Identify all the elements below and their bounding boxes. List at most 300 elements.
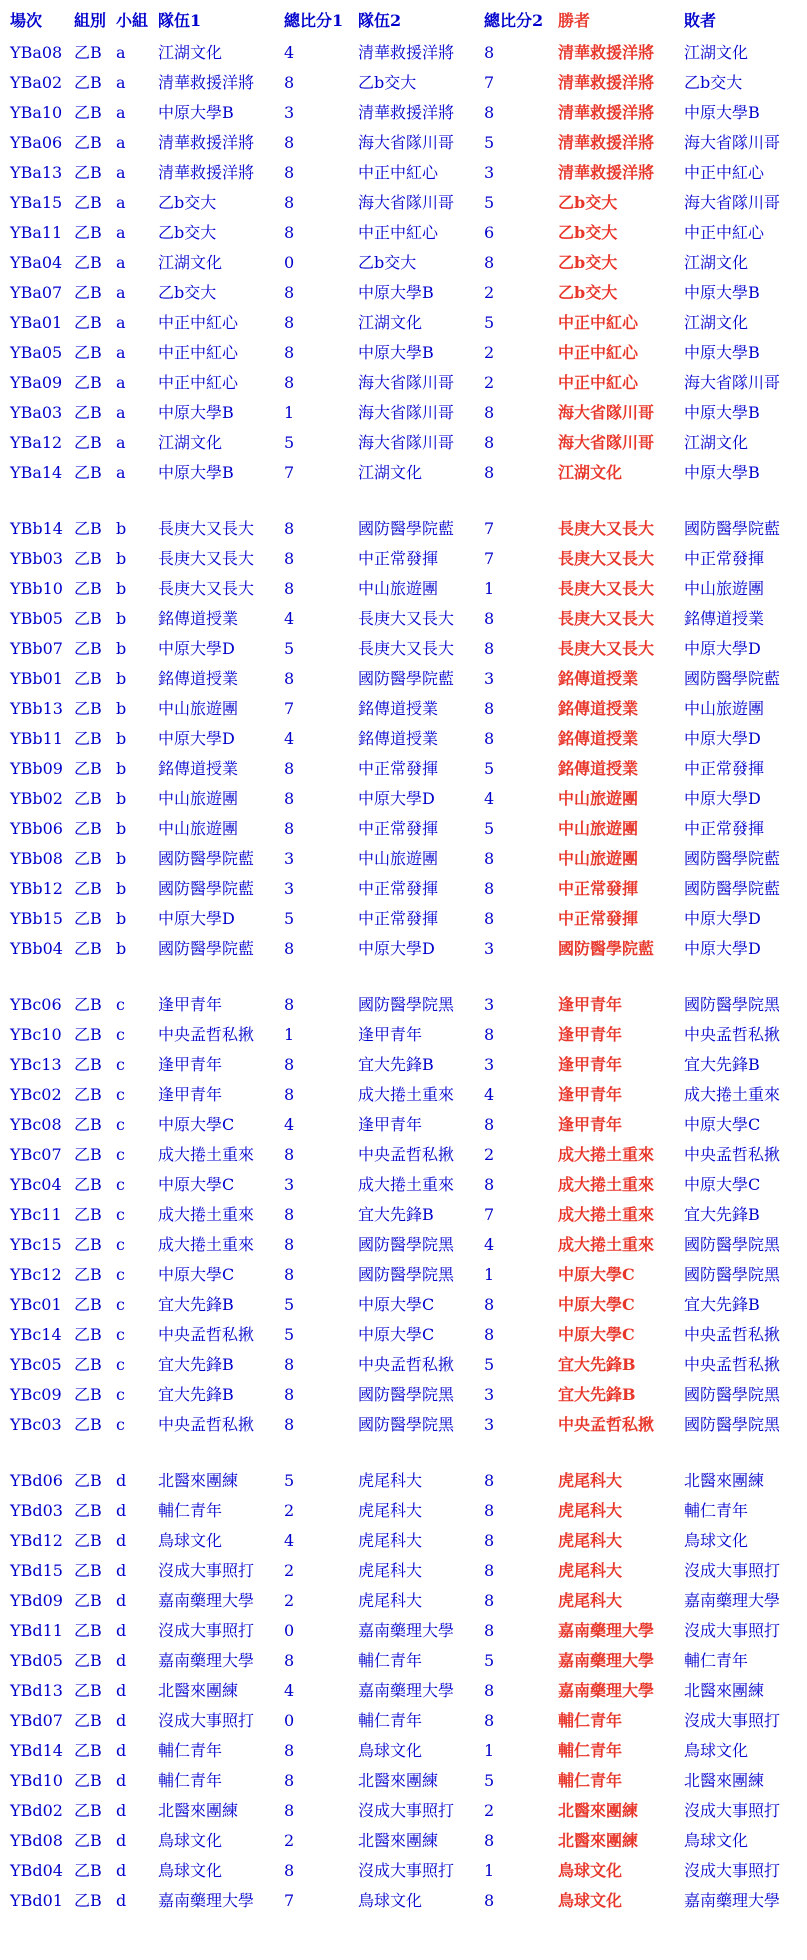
group-cell: a <box>116 463 126 482</box>
table-row <box>10 278 806 308</box>
team1-cell: 長庚大又長大 <box>158 519 255 538</box>
score2-cell: 5 <box>484 1771 495 1790</box>
loser-cell: 國防醫學院黑 <box>684 1235 781 1254</box>
score2-cell: 8 <box>484 1471 495 1490</box>
group-cell: a <box>116 253 126 272</box>
team1-cell: 中央孟哲私揪 <box>158 1325 255 1344</box>
division-cell: 乙B <box>74 1415 102 1434</box>
loser-cell: 北醫來團練 <box>684 1681 765 1700</box>
team1-cell: 宜大先鋒B <box>158 1355 234 1374</box>
team2-cell: 清華救援洋將 <box>358 103 455 122</box>
division-cell: 乙B <box>74 609 102 628</box>
team1-cell: 長庚大又長大 <box>158 549 255 568</box>
score1-cell: 8 <box>284 1801 295 1820</box>
score2-cell: 8 <box>484 433 495 452</box>
loser-cell: 宜大先鋒B <box>684 1205 760 1224</box>
winner-cell: 乙b交大 <box>558 223 618 242</box>
team2-cell: 中原大學C <box>358 1325 435 1344</box>
group-cell: d <box>116 1531 127 1550</box>
table-row <box>10 1856 806 1886</box>
team2-cell: 乙b交大 <box>358 73 417 92</box>
team1-cell: 國防醫學院藍 <box>158 849 255 868</box>
group-cell: a <box>116 43 126 62</box>
winner-cell: 國防醫學院藍 <box>558 939 655 958</box>
team2-cell: 中正常發揮 <box>358 759 439 778</box>
division-cell: 乙B <box>74 579 102 598</box>
score1-cell: 8 <box>284 313 295 332</box>
group-cell: c <box>116 1025 125 1044</box>
winner-cell: 成大捲土重來 <box>558 1205 655 1224</box>
division-cell: 乙B <box>74 283 102 302</box>
match-id-cell: YBb08 <box>10 849 63 868</box>
group-cell: a <box>116 163 126 182</box>
score2-cell: 2 <box>484 1145 495 1164</box>
table-row <box>10 694 806 724</box>
score1-cell: 2 <box>284 1831 295 1850</box>
score2-cell: 5 <box>484 1651 495 1670</box>
table-row <box>10 458 806 488</box>
match-id-cell: YBb04 <box>10 939 63 958</box>
match-id-cell: YBa02 <box>10 73 63 92</box>
winner-cell: 鳥球文化 <box>558 1891 623 1910</box>
division-cell: 乙B <box>74 1355 102 1374</box>
team2-cell: 鳥球文化 <box>358 1891 423 1910</box>
team2-cell: 中原大學D <box>358 939 435 958</box>
score1-cell: 8 <box>284 1771 295 1790</box>
group-cell: c <box>116 1415 125 1434</box>
header-row <box>10 4 806 38</box>
group-cell: c <box>116 1205 125 1224</box>
score1-cell: 8 <box>284 995 295 1014</box>
winner-cell: 逢甲青年 <box>558 1085 623 1104</box>
table-row <box>10 338 806 368</box>
team1-cell: 中原大學D <box>158 729 235 748</box>
score2-cell: 8 <box>484 1591 495 1610</box>
table-row <box>10 1080 806 1110</box>
group-cell: a <box>116 433 126 452</box>
team1-cell: 乙b交大 <box>158 193 217 212</box>
division-cell: 乙B <box>74 995 102 1014</box>
score2-cell: 8 <box>484 1831 495 1850</box>
team2-cell: 中央孟哲私揪 <box>358 1355 455 1374</box>
match-id-cell: YBa11 <box>10 223 63 242</box>
header-loser: 敗者 <box>684 11 717 30</box>
table-row <box>10 218 806 248</box>
table-row <box>10 934 806 964</box>
table-row <box>10 1380 806 1410</box>
loser-cell: 嘉南藥理大學 <box>684 1591 781 1610</box>
match-id-cell: YBc11 <box>10 1205 62 1224</box>
group-cell: c <box>116 1175 125 1194</box>
team1-cell: 逢甲青年 <box>158 1085 223 1104</box>
header-team1: 隊伍1 <box>158 11 202 30</box>
division-cell: 乙B <box>74 163 102 182</box>
table-row <box>10 814 806 844</box>
match-id-cell: YBa09 <box>10 373 63 392</box>
table-row <box>10 874 806 904</box>
team1-cell: 輔仁青年 <box>158 1501 223 1520</box>
winner-cell: 虎尾科大 <box>558 1531 623 1550</box>
winner-cell: 長庚大又長大 <box>558 549 655 568</box>
score1-cell: 8 <box>284 789 295 808</box>
team1-cell: 中正中紅心 <box>158 343 239 362</box>
group-cell: d <box>116 1591 127 1610</box>
team2-cell: 國防醫學院黑 <box>358 1415 455 1434</box>
winner-cell: 中正中紅心 <box>558 343 639 362</box>
header-winner: 勝者 <box>558 11 591 30</box>
group-cell: a <box>116 313 126 332</box>
team2-cell: 宜大先鋒B <box>358 1055 434 1074</box>
score1-cell: 8 <box>284 549 295 568</box>
team1-cell: 中央孟哲私揪 <box>158 1025 255 1044</box>
division-cell: 乙B <box>74 1561 102 1580</box>
team1-cell: 銘傳道授業 <box>158 609 239 628</box>
group-cell: c <box>116 1265 125 1284</box>
loser-cell: 中原大學D <box>684 909 761 928</box>
score1-cell: 5 <box>284 1295 295 1314</box>
score2-cell: 8 <box>484 103 495 122</box>
team1-cell: 北醫來團練 <box>158 1681 239 1700</box>
match-id-cell: YBc12 <box>10 1265 62 1284</box>
score1-cell: 8 <box>284 1145 295 1164</box>
division-cell: 乙B <box>74 1115 102 1134</box>
team2-cell: 中正常發揮 <box>358 909 439 928</box>
loser-cell: 中原大學D <box>684 789 761 808</box>
loser-cell: 中原大學D <box>684 639 761 658</box>
division-cell: 乙B <box>74 1711 102 1730</box>
score1-cell: 8 <box>284 193 295 212</box>
score1-cell: 2 <box>284 1561 295 1580</box>
loser-cell: 北醫來團練 <box>684 1771 765 1790</box>
division-cell: 乙B <box>74 639 102 658</box>
loser-cell: 江湖文化 <box>684 433 749 452</box>
table-row <box>10 1676 806 1706</box>
loser-cell: 輔仁青年 <box>684 1501 749 1520</box>
table-row <box>10 398 806 428</box>
score2-cell: 3 <box>484 1415 495 1434</box>
winner-cell: 虎尾科大 <box>558 1471 623 1490</box>
team1-cell: 中原大學B <box>158 463 234 482</box>
winner-cell: 輔仁青年 <box>558 1741 623 1760</box>
loser-cell: 銘傳道授業 <box>684 609 765 628</box>
score2-cell: 8 <box>484 1561 495 1580</box>
loser-cell: 中正常發揮 <box>684 819 765 838</box>
match-id-cell: YBd10 <box>10 1771 63 1790</box>
team2-cell: 海大省隊川哥 <box>358 373 455 392</box>
group-cell: d <box>116 1801 127 1820</box>
group-cell: c <box>116 1055 125 1074</box>
spacer-cell <box>10 964 806 990</box>
score2-cell: 7 <box>484 519 495 538</box>
team1-cell: 成大捲土重來 <box>158 1145 255 1164</box>
table-row <box>10 1140 806 1170</box>
loser-cell: 中正中紅心 <box>684 223 765 242</box>
group-cell: b <box>116 759 127 778</box>
score1-cell: 2 <box>284 1591 295 1610</box>
score1-cell: 8 <box>284 1355 295 1374</box>
winner-cell: 清華救援洋將 <box>558 103 655 122</box>
match-id-cell: YBd13 <box>10 1681 63 1700</box>
team1-cell: 中央孟哲私揪 <box>158 1415 255 1434</box>
team1-cell: 中山旅遊團 <box>158 789 239 808</box>
spacer-cell <box>10 488 806 514</box>
match-id-cell: YBd02 <box>10 1801 63 1820</box>
score1-cell: 0 <box>284 253 295 272</box>
table-row <box>10 1260 806 1290</box>
division-cell: 乙B <box>74 1295 102 1314</box>
division-cell: 乙B <box>74 789 102 808</box>
team1-cell: 鳥球文化 <box>158 1861 223 1880</box>
team1-cell: 嘉南藥理大學 <box>158 1891 255 1910</box>
score2-cell: 8 <box>484 1891 495 1910</box>
team1-cell: 清華救援洋將 <box>158 133 255 152</box>
score2-cell: 2 <box>484 283 495 302</box>
score2-cell: 8 <box>484 43 495 62</box>
group-cell: d <box>116 1561 127 1580</box>
score2-cell: 3 <box>484 995 495 1014</box>
match-id-cell: YBc15 <box>10 1235 62 1254</box>
score1-cell: 8 <box>284 819 295 838</box>
team1-cell: 沒成大事照打 <box>158 1711 255 1730</box>
group-cell: b <box>116 549 127 568</box>
group-cell: c <box>116 1235 125 1254</box>
match-id-cell: YBd09 <box>10 1591 63 1610</box>
match-id-cell: YBa08 <box>10 43 63 62</box>
table-row <box>10 1110 806 1140</box>
division-cell: 乙B <box>74 819 102 838</box>
division-cell: 乙B <box>74 1471 102 1490</box>
score1-cell: 8 <box>284 1235 295 1254</box>
score2-cell: 8 <box>484 1531 495 1550</box>
score1-cell: 7 <box>284 463 295 482</box>
score1-cell: 8 <box>284 1085 295 1104</box>
score2-cell: 8 <box>484 849 495 868</box>
match-id-cell: YBc07 <box>10 1145 62 1164</box>
division-cell: 乙B <box>74 909 102 928</box>
winner-cell: 中山旅遊團 <box>558 789 639 808</box>
division-cell: 乙B <box>74 1085 102 1104</box>
score1-cell: 2 <box>284 1501 295 1520</box>
winner-cell: 成大捲土重來 <box>558 1235 655 1254</box>
team2-cell: 中正常發揮 <box>358 549 439 568</box>
division-cell: 乙B <box>74 1831 102 1850</box>
header-match-id: 場次 <box>10 11 43 30</box>
winner-cell: 嘉南藥理大學 <box>558 1651 655 1670</box>
team1-cell: 江湖文化 <box>158 43 223 62</box>
team1-cell: 清華救援洋將 <box>158 163 255 182</box>
score2-cell: 1 <box>484 1861 495 1880</box>
match-id-cell: YBc08 <box>10 1115 62 1134</box>
loser-cell: 沒成大事照打 <box>684 1561 781 1580</box>
winner-cell: 長庚大又長大 <box>558 639 655 658</box>
team2-cell: 輔仁青年 <box>358 1651 423 1670</box>
match-id-cell: YBd11 <box>10 1621 63 1640</box>
division-cell: 乙B <box>74 1501 102 1520</box>
group-cell: b <box>116 729 127 748</box>
group-cell: b <box>116 609 127 628</box>
team2-cell: 江湖文化 <box>358 313 423 332</box>
score2-cell: 5 <box>484 819 495 838</box>
score2-cell: 2 <box>484 1801 495 1820</box>
team1-cell: 宜大先鋒B <box>158 1295 234 1314</box>
team1-cell: 北醫來團練 <box>158 1801 239 1820</box>
table-row <box>10 904 806 934</box>
group-cell: d <box>116 1471 127 1490</box>
header-team2: 隊伍2 <box>358 11 402 30</box>
match-id-cell: YBb11 <box>10 729 63 748</box>
team2-cell: 中正中紅心 <box>358 163 439 182</box>
loser-cell: 國防醫學院藍 <box>684 519 781 538</box>
winner-cell: 宜大先鋒B <box>558 1385 636 1404</box>
score2-cell: 4 <box>484 1235 495 1254</box>
header-group: 小組 <box>116 11 149 30</box>
winner-cell: 逢甲青年 <box>558 1055 623 1074</box>
division-cell: 乙B <box>74 313 102 332</box>
division-cell: 乙B <box>74 1681 102 1700</box>
team2-cell: 沒成大事照打 <box>358 1861 455 1880</box>
match-id-cell: YBb03 <box>10 549 63 568</box>
loser-cell: 中正中紅心 <box>684 163 765 182</box>
team2-cell: 國防醫學院黑 <box>358 1235 455 1254</box>
match-id-cell: YBd08 <box>10 1831 63 1850</box>
header-division: 組別 <box>74 11 107 30</box>
loser-cell: 中原大學D <box>684 939 761 958</box>
team2-cell: 江湖文化 <box>358 463 423 482</box>
loser-cell: 中山旅遊團 <box>684 699 765 718</box>
loser-cell: 中山旅遊團 <box>684 579 765 598</box>
match-id-cell: YBd12 <box>10 1531 63 1550</box>
table-row <box>10 1020 806 1050</box>
team2-cell: 嘉南藥理大學 <box>358 1681 455 1700</box>
group-cell: d <box>116 1651 127 1670</box>
loser-cell: 海大省隊川哥 <box>684 193 781 212</box>
match-id-cell: YBb09 <box>10 759 63 778</box>
loser-cell: 中央孟哲私揪 <box>684 1025 781 1044</box>
division-cell: 乙B <box>74 1891 102 1910</box>
division-cell: 乙B <box>74 133 102 152</box>
score2-cell: 8 <box>484 1621 495 1640</box>
winner-cell: 成大捲土重來 <box>558 1145 655 1164</box>
score2-cell: 8 <box>484 909 495 928</box>
score1-cell: 7 <box>284 1891 295 1910</box>
winner-cell: 清華救援洋將 <box>558 133 655 152</box>
team1-cell: 國防醫學院藍 <box>158 879 255 898</box>
match-id-cell: YBb10 <box>10 579 63 598</box>
team2-cell: 國防醫學院黑 <box>358 1385 455 1404</box>
team1-cell: 清華救援洋將 <box>158 73 255 92</box>
table-row <box>10 1556 806 1586</box>
winner-cell: 中原大學C <box>558 1265 635 1284</box>
winner-cell: 中山旅遊團 <box>558 819 639 838</box>
score2-cell: 2 <box>484 373 495 392</box>
score1-cell: 3 <box>284 879 295 898</box>
table-row <box>10 1766 806 1796</box>
loser-cell: 中央孟哲私揪 <box>684 1355 781 1374</box>
division-cell: 乙B <box>74 223 102 242</box>
loser-cell: 國防醫學院藍 <box>684 849 781 868</box>
loser-cell: 沒成大事照打 <box>684 1711 781 1730</box>
winner-cell: 乙b交大 <box>558 253 618 272</box>
score2-cell: 3 <box>484 163 495 182</box>
team2-cell: 虎尾科大 <box>358 1531 423 1550</box>
score2-cell: 3 <box>484 1385 495 1404</box>
score2-cell: 7 <box>484 549 495 568</box>
group-cell: b <box>116 639 127 658</box>
team2-cell: 嘉南藥理大學 <box>358 1621 455 1640</box>
team1-cell: 中正中紅心 <box>158 373 239 392</box>
match-id-cell: YBa15 <box>10 193 63 212</box>
loser-cell: 國防醫學院黑 <box>684 1265 781 1284</box>
winner-cell: 乙b交大 <box>558 193 618 212</box>
team2-cell: 中原大學C <box>358 1295 435 1314</box>
match-id-cell: YBb12 <box>10 879 63 898</box>
header-score2: 總比分2 <box>484 11 544 30</box>
match-id-cell: YBc09 <box>10 1385 62 1404</box>
score2-cell: 3 <box>484 1055 495 1074</box>
match-id-cell: YBb14 <box>10 519 63 538</box>
table-row <box>10 428 806 458</box>
score2-cell: 7 <box>484 1205 495 1224</box>
winner-cell: 江湖文化 <box>558 463 623 482</box>
team2-cell: 國防醫學院黑 <box>358 995 455 1014</box>
match-id-cell: YBa10 <box>10 103 63 122</box>
score1-cell: 8 <box>284 133 295 152</box>
winner-cell: 逢甲青年 <box>558 1115 623 1134</box>
table-row <box>10 68 806 98</box>
score2-cell: 1 <box>484 1741 495 1760</box>
score2-cell: 8 <box>484 699 495 718</box>
team1-cell: 銘傳道授業 <box>158 759 239 778</box>
winner-cell: 北醫來團練 <box>558 1831 639 1850</box>
winner-cell: 中正中紅心 <box>558 373 639 392</box>
winner-cell: 銘傳道授業 <box>558 759 639 778</box>
winner-cell: 銘傳道授業 <box>558 699 639 718</box>
winner-cell: 北醫來團練 <box>558 1801 639 1820</box>
score1-cell: 8 <box>284 343 295 362</box>
winner-cell: 長庚大又長大 <box>558 609 655 628</box>
match-id-cell: YBc06 <box>10 995 62 1014</box>
table-row <box>10 844 806 874</box>
team1-cell: 中原大學B <box>158 403 234 422</box>
loser-cell: 乙b交大 <box>684 73 743 92</box>
match-id-cell: YBc02 <box>10 1085 62 1104</box>
score1-cell: 4 <box>284 1681 295 1700</box>
score1-cell: 8 <box>284 1741 295 1760</box>
score2-cell: 8 <box>484 253 495 272</box>
group-spacer <box>10 1440 806 1466</box>
group-cell: b <box>116 879 127 898</box>
winner-cell: 虎尾科大 <box>558 1591 623 1610</box>
team2-cell: 海大省隊川哥 <box>358 133 455 152</box>
match-id-cell: YBb13 <box>10 699 63 718</box>
loser-cell: 宜大先鋒B <box>684 1295 760 1314</box>
winner-cell: 嘉南藥理大學 <box>558 1681 655 1700</box>
winner-cell: 嘉南藥理大學 <box>558 1621 655 1640</box>
division-cell: 乙B <box>74 1175 102 1194</box>
match-id-cell: YBc01 <box>10 1295 62 1314</box>
division-cell: 乙B <box>74 1235 102 1254</box>
division-cell: 乙B <box>74 939 102 958</box>
score2-cell: 8 <box>484 879 495 898</box>
table-row <box>10 990 806 1020</box>
team1-cell: 逢甲青年 <box>158 995 223 1014</box>
match-id-cell: YBb15 <box>10 909 63 928</box>
score1-cell: 5 <box>284 639 295 658</box>
table-row <box>10 1526 806 1556</box>
score2-cell: 8 <box>484 729 495 748</box>
score1-cell: 4 <box>284 729 295 748</box>
loser-cell: 江湖文化 <box>684 313 749 332</box>
